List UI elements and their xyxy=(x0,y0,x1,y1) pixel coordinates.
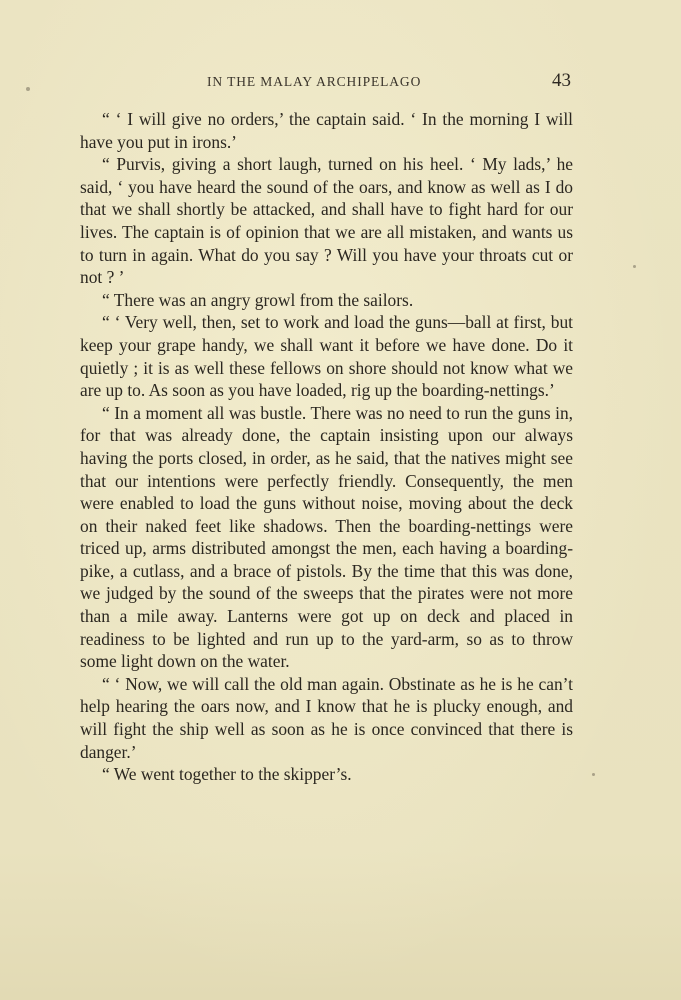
paragraph: “ There was an angry growl from the sailors. xyxy=(102,289,414,310)
page-header xyxy=(80,70,573,98)
paper-speck xyxy=(592,773,595,776)
body-text xyxy=(80,108,573,786)
running-title: IN THE MALAY ARCHIPELAGO xyxy=(207,74,422,89)
paragraph: “ ‘ Now, we will call the old man again. Obstinate as he is he can’t help hearing the oars now, and I know that he is plucky enough, and will fight the ship well as soon as he is once convinced that there is danger.’ xyxy=(80,673,573,762)
paragraph: “ We went together to the skipper’s. xyxy=(102,764,352,785)
paragraph: “ ‘ Very well, then, set to work and load the guns—ball at first, but keep your grape handy, we shall want it before we have done. Do it quietly ; it is as well these fellows on shore should not know what we are up to. As soon as you have loaded, rig up the boarding-nettings.’ xyxy=(80,312,573,401)
paragraph: “ In a moment all was bustle. There was no need to run the guns in, for that was already done, the captain insisting upon our always having the ports closed, in order, as he said, that the natives might see that our intentions were perfectly friendly. Consequently, the men were enabled to load the guns without noise, moving about the deck on their naked feet like shadows. Then the boarding-nettings were triced up, arms distributed amongst the men, each having a boarding-pike, a cutlass, and a brace of pistols. By the time that this was done, we judged by the sound of the sweeps that the pirates were not more than a mile away. Lanterns were got up on deck and placed in readiness to be lighted and run up to the yard-arm, so as to throw some light down on the water. xyxy=(80,402,573,672)
page-number: 43 xyxy=(552,70,571,91)
paragraph: “ ‘ I will give no orders,’ the captain said. ‘ In the morning I will have you put in irons.’ xyxy=(80,109,573,152)
paper-speck xyxy=(26,87,30,91)
paragraph: “ Purvis, giving a short laugh, turned on his heel. ‘ My lads,’ he said, ‘ you have heard the sound of the oars, and know as well as I do that we shall shortly be attacked, and shall have to fight hard for our lives. The captain is of opinion that we are all mistaken, and wants us to turn in again. What do you say ? Will you have your throats cut or not ? ’ xyxy=(80,154,573,288)
paper-speck xyxy=(633,265,636,268)
